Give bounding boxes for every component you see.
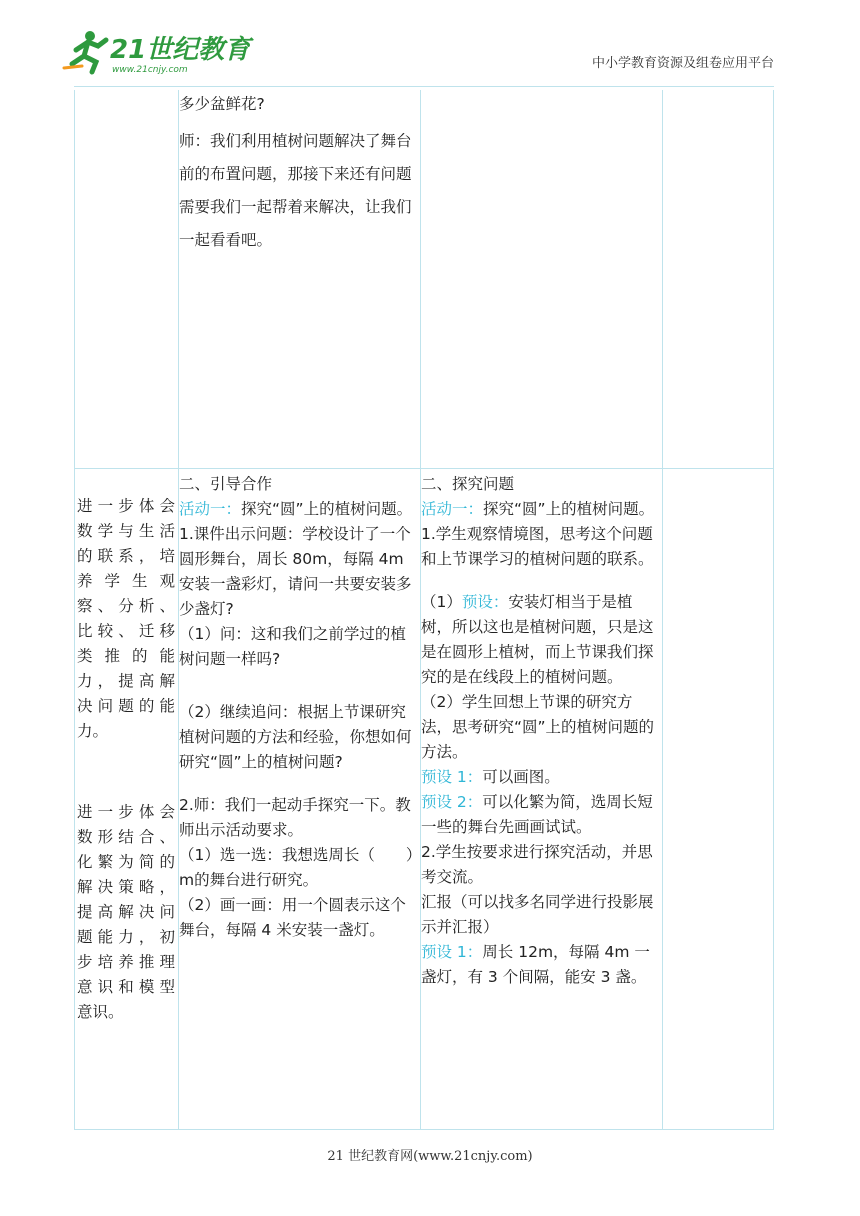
preset-text: 可以画图。 bbox=[482, 768, 560, 786]
objective-line: 意识和模型 bbox=[77, 978, 175, 996]
preset-label: 预设 1： bbox=[421, 943, 483, 961]
activity-title bbox=[421, 497, 661, 522]
objective-line: 步培养推理 bbox=[77, 953, 175, 971]
objective-line: 的联系，培 bbox=[77, 547, 175, 565]
objective-line: 比较、迁移 bbox=[77, 622, 175, 640]
objectives-cell bbox=[77, 494, 175, 1025]
objective-line: 决问题的能 bbox=[77, 697, 175, 715]
activity-label: 活动一： bbox=[421, 500, 484, 518]
objective-line: 养学生观 bbox=[77, 572, 175, 590]
objective-line: 意识。 bbox=[77, 1003, 124, 1021]
objective-line: 进一步体会 bbox=[77, 497, 175, 515]
activity-text: 探究“圆”上的植树问题。 bbox=[483, 500, 655, 518]
lesson-table bbox=[74, 90, 774, 1130]
student-paragraph bbox=[421, 590, 661, 690]
teacher-paragraph: 2.师：我们一起动手探究一下。教师出示活动要求。 bbox=[179, 796, 411, 839]
logo-url: www.21cnjy.com bbox=[112, 65, 188, 75]
preset-label: 预设 1： bbox=[421, 768, 483, 786]
preset-text: 可以化繁为简，选周长短一些的舞台先画画试试。 bbox=[421, 793, 653, 836]
preset-text: 周长 12m，每隔 4m 一盏灯，有 3 个间隔，能安 3 盏。 bbox=[421, 943, 650, 986]
preset-line bbox=[421, 940, 661, 990]
preset-text: 安装灯相当于是植树，所以这也是植树问题，只是这是在圆形上植树，而上节课我们探究的是在线段上的植树问题。 bbox=[421, 593, 654, 686]
objective-line: 题能力，初 bbox=[77, 928, 175, 946]
objective-line: 化繁为简的 bbox=[77, 853, 175, 871]
table-border bbox=[74, 1129, 774, 1130]
platform-name: 中小学教育资源及组卷应用平台 bbox=[591, 56, 774, 71]
logo bbox=[62, 28, 251, 76]
header-divider bbox=[74, 86, 774, 87]
student-paragraph: 2.学生按要求进行探究活动，并思考交流。 bbox=[421, 843, 653, 886]
preset-label: 预设： bbox=[461, 593, 509, 611]
teacher-paragraph: 1.课件出示问题：学校设计了一个圆形舞台，周长 80m，每隔 4m 安装一盏彩灯，请问一共要安装多少盏灯? bbox=[179, 525, 412, 618]
activity-title bbox=[179, 497, 419, 522]
row-divider bbox=[74, 468, 774, 469]
teacher-paragraph: （2）继续追问：根据上节课研究植树问题的方法和经验，你想如何研究“圆”上的植树问题? bbox=[179, 703, 412, 771]
page-header bbox=[0, 0, 860, 90]
runner-icon bbox=[64, 31, 106, 72]
objective-line: 数学与生活 bbox=[77, 522, 175, 540]
objective-line: 数形结合、 bbox=[77, 828, 175, 846]
preset-line bbox=[421, 790, 661, 840]
preset-label: 预设 2： bbox=[421, 793, 483, 811]
teacher-text: 师：我们利用植树问题解决了舞台前的布置问题，那接下来还有问题需要我们一起帮着来解决，让我们一起看看吧。 bbox=[179, 132, 412, 249]
objective-line: 力。 bbox=[77, 722, 109, 740]
section-heading: 二、引导合作 bbox=[179, 475, 273, 493]
objective-line: 进一步体会 bbox=[77, 803, 175, 821]
page-footer: 21 世纪教育网(www.21cnjy.com) bbox=[327, 1149, 533, 1164]
student-activity-cell bbox=[421, 472, 661, 990]
teacher-activity-cell bbox=[179, 472, 419, 943]
preset-line bbox=[421, 765, 661, 790]
student-paragraph: （2）学生回想上节课的研究方法，思考研究“圆”上的植树问题的方法。 bbox=[421, 693, 655, 761]
teacher-paragraph: （1）问：这和我们之前学过的植树问题一样吗? bbox=[179, 625, 406, 668]
teacher-paragraph: （1）选一选：我想选周长（ ）m的舞台进行研究。 bbox=[179, 846, 414, 889]
activity-label: 活动一： bbox=[179, 500, 242, 518]
table-border bbox=[773, 90, 774, 1130]
paren-prefix: （1） bbox=[421, 593, 462, 611]
logo-text: 21世纪教育 bbox=[110, 35, 251, 65]
student-paragraph: 1.学生观察情境图，思考这个问题和上节课学习的植树问题的联系。 bbox=[421, 525, 654, 568]
row1-teacher-cell bbox=[179, 92, 419, 257]
objective-line: 解决策略， bbox=[77, 878, 175, 896]
objective-line: 察、分析、 bbox=[77, 597, 175, 615]
section-heading: 二、探究问题 bbox=[421, 475, 515, 493]
activity-text: 探究“圆”上的植树问题。 bbox=[241, 500, 413, 518]
table-border bbox=[74, 90, 75, 1130]
student-paragraph: 汇报（可以找多名同学进行投影展示并汇报） bbox=[421, 893, 654, 936]
teacher-text: 多少盆鲜花? bbox=[179, 95, 265, 113]
objective-line: 类推的能 bbox=[77, 647, 175, 665]
column-divider bbox=[662, 90, 663, 1130]
teacher-paragraph: （2）画一画：用一个圆表示这个舞台，每隔 4 米安装一盏灯。 bbox=[179, 896, 406, 939]
objective-line: 力，提高解 bbox=[77, 672, 175, 690]
objective-line: 提高解决问 bbox=[77, 903, 175, 921]
